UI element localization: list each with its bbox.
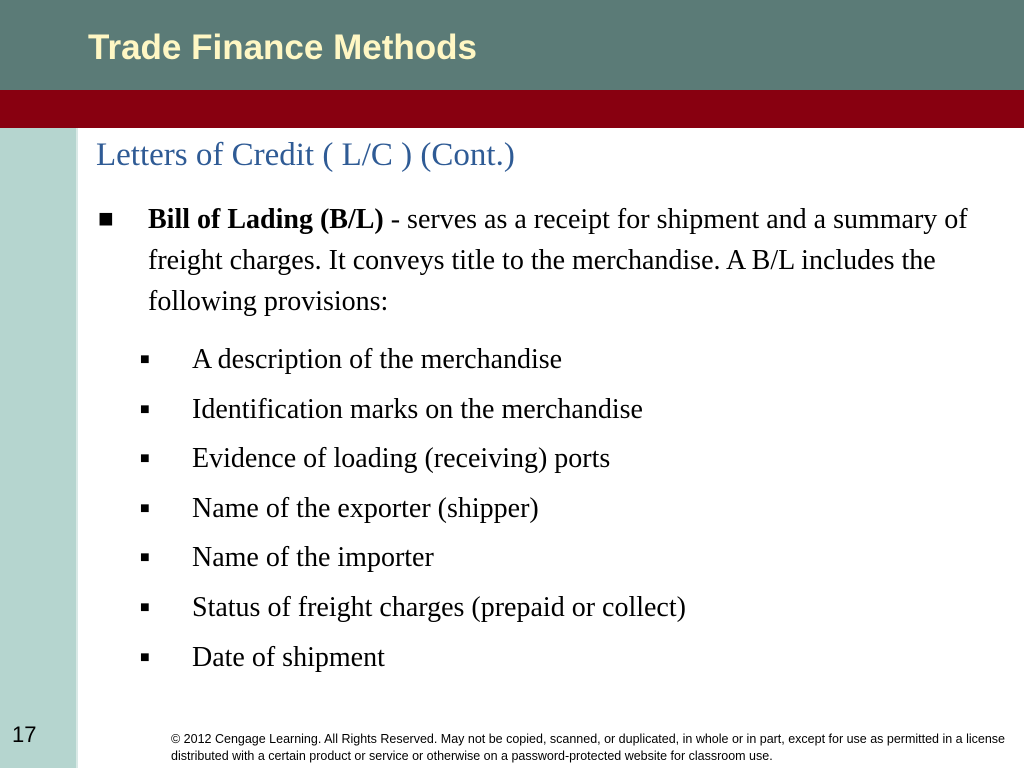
list-item-text: Evidence of loading (receiving) ports: [192, 443, 611, 475]
bill-of-lading-term: Bill of Lading (B/L): [148, 204, 384, 235]
bullet-marker: ■: [140, 499, 150, 517]
list-item-text: Name of the exporter (shipper): [192, 492, 539, 524]
bullet-marker: ■: [140, 648, 150, 666]
list-item-text: A description of the merchandise: [192, 344, 563, 375]
copyright-notice: © 2012 Cengage Learning. All Rights Reserved. May not be copied, scanned, or duplicated, in whole or in part, except for use as permitted in a license distributed with a certain product or service or otherwise on a password-protected website for classroom use.: [171, 732, 1006, 763]
slide-subtitle: Letters of Credit ( L/C ) (Cont.): [96, 137, 515, 173]
bullet-marker: ■: [140, 598, 150, 616]
bullet-marker: ■: [140, 400, 150, 418]
bill-of-lading-description: - serves as a receipt for shipment and a summary of freight charges. It conveys title to the merchandise. A B/L includes the following provisions:: [148, 204, 968, 317]
list-item-text: Date of shipment: [192, 641, 385, 673]
bullet-marker: ■: [140, 450, 150, 468]
bullet-marker: ■: [140, 351, 150, 368]
accent-band: [0, 90, 1024, 128]
title-bar: [0, 0, 1024, 90]
bullet-marker: ■: [140, 549, 150, 567]
left-side-panel: [0, 128, 78, 768]
slide-number: 17: [12, 722, 37, 747]
list-item-text: Identification marks on the merchandise: [192, 393, 643, 425]
main-bullet-text: [148, 199, 1008, 322]
list-item-text: Status of freight charges (prepaid or collect): [192, 591, 686, 623]
list-item-text: Name of the importer: [192, 542, 434, 574]
main-bullet-marker: ■: [98, 204, 114, 233]
slide-title: Trade Finance Methods: [88, 28, 477, 67]
